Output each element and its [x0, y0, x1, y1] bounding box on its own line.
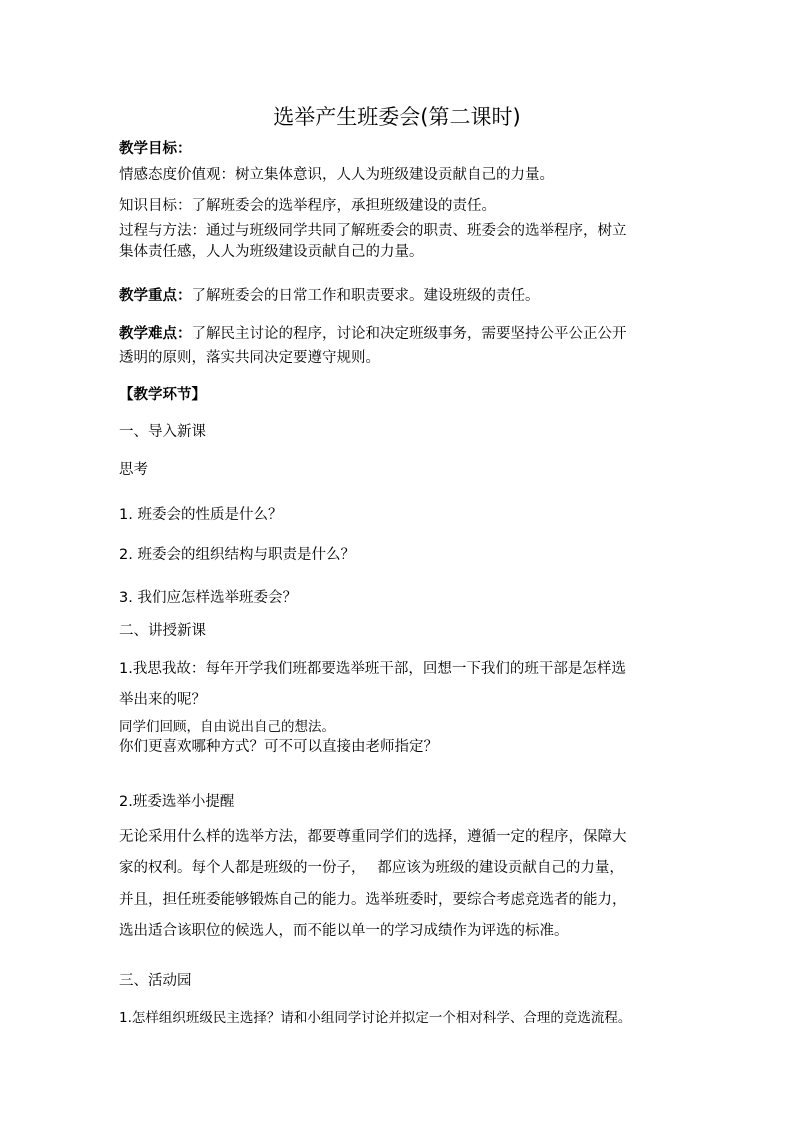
part1-heading: 一、导入新课 [119, 424, 206, 440]
part2-item2-line2: 家的权利。每个人都是班级的一份子， 都应该为班级的建设贡献自己的力量， [119, 860, 624, 876]
goals-heading: 教学目标： [119, 141, 192, 157]
difficulty-line2: 透明的原则，落实共同决定要遵守规则。 [119, 350, 380, 366]
goal-process-line2: 集体责任感，人人为班级建设贡献自己的力量。 [119, 244, 424, 260]
part2-item1-line2: 举出来的呢？ [119, 692, 206, 708]
part1-question-3: 3. 我们应怎样选举班委会？ [119, 590, 297, 606]
key-point-label: 教学重点： [119, 288, 192, 304]
goal-emotion: 情感态度价值观：树立集体意识，人人为班级建设贡献自己的力量。 [119, 167, 554, 183]
document-title: 选举产生班委会(第二课时) [273, 105, 521, 129]
part2-item1-line1: 1.我思我故：每年开学我们班都要选举班干部，回想一下我们的班干部是怎样选 [119, 661, 626, 677]
part1-think: 思考 [119, 462, 148, 478]
part2-item2-heading: 2.班委选举小提醒 [119, 794, 235, 810]
part2-item1-note: 同学们回顾，自由说出自己的想法。 [119, 719, 335, 735]
part3-item1: 1.怎样组织班级民主选择？请和小组同学讨论并拟定一个相对科学、合理的竞选流程。 [119, 1010, 632, 1026]
key-point [119, 287, 540, 305]
part2-item1-question: 你们更喜欢哪种方式？可不可以直接由老师指定？ [119, 739, 438, 755]
part3-heading: 三、活动园 [119, 973, 192, 989]
difficulty-line1 [119, 325, 627, 343]
goal-knowledge: 知识目标：了解班委会的选举程序，承担班级建设的责任。 [119, 198, 496, 214]
section-header: 【教学环节】 [119, 387, 206, 403]
part1-question-2: 2. 班委会的组织结构与职责是什么？ [119, 547, 355, 563]
difficulty-label: 教学难点： [119, 326, 192, 342]
part2-item2-line4: 选出适合该职位的候选人，而不能以单一的学习成绩作为评选的标准。 [119, 923, 569, 939]
part2-item2-line1: 无论采用什么样的选举方法，都要尊重同学们的选择，遵循一定的程序，保障大 [119, 829, 627, 845]
part1-question-1: 1. 班委会的性质是什么？ [119, 507, 283, 523]
key-point-text: 了解班委会的日常工作和职责要求。建设班级的责任。 [191, 288, 540, 304]
part2-item2-line3: 并且，担任班委能够锻炼自己的能力。选举班委时，要综合考虑竞选者的能力， [119, 892, 627, 908]
goal-process-line1: 过程与方法：通过与班级同学共同了解班委会的职责、班委会的选举程序，树立 [119, 223, 627, 239]
difficulty-text-line1: 了解民主讨论的程序，讨论和决定班级事务，需要坚持公平公正公开 [191, 326, 627, 342]
part2-heading: 二、讲授新课 [119, 623, 206, 639]
